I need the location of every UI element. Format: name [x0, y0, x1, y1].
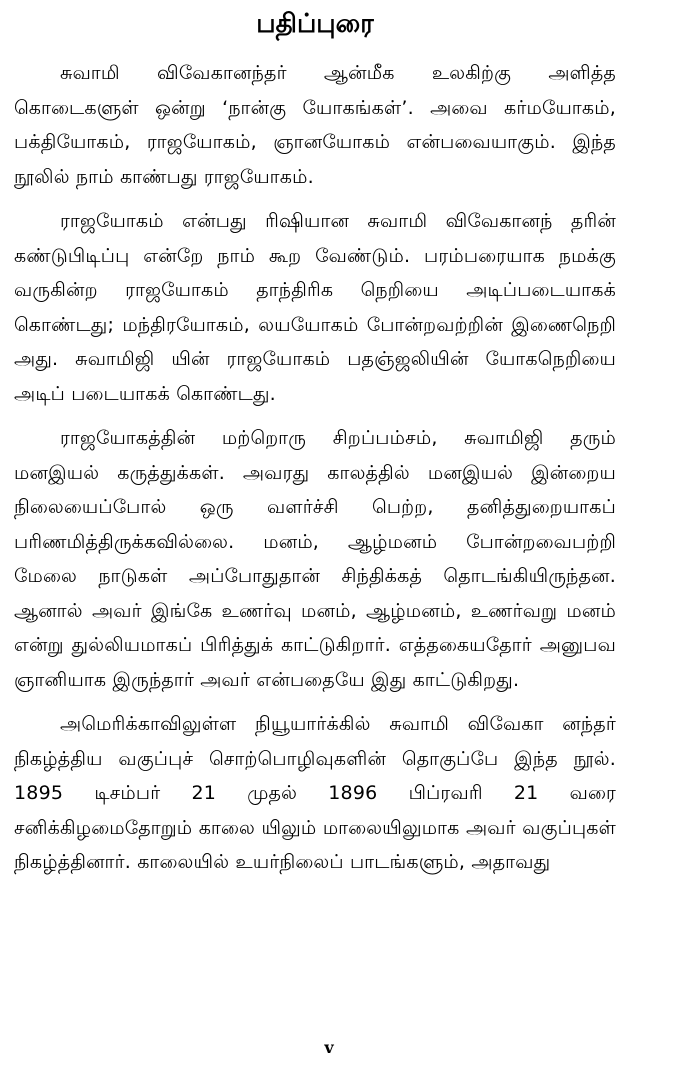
- paragraph-2: ராஜயோகம் என்பது ரிஷியான சுவாமி விவேகானந் தரின் கண்டுபிடிப்பு என்றே நாம் கூற வேண்டும். பரம்பரையாக நமக்கு வருகின்ற ராஜயோகம் தாந்திரிக நெறியை அடிப்படையாகக் கொண்டது; மந்திரயோகம், லயயோகம் போன்றவற்றின் இணைநெறி அது. சுவாமிஜி யின் ராஜயோகம் பதஞ்ஜலியின் யோகநெறியை அடிப் படையாகக் கொண்டது.: [14, 210, 616, 405]
- paragraph-3: ராஜயோகத்தின் மற்றொரு சிறப்பம்சம், சுவாமிஜி தரும் மனஇயல் கருத்துக்கள். அவரது காலத்தில் மனஇயல் இன்றைய நிலையைப்போல் ஒரு வளர்ச்சி பெற்ற, தனித்துறையாகப் பரிணமித்திருக்கவில்லை. மனம், ஆழ்மனம் போன்றவைபற்றி மேலை நாடுகள் அப்போதுதான் சிந்திக்கத் தொடங்கியிருந்தன. ஆனால் அவர் இங்கே உணர்வு மனம், ஆழ்மனம், உணர்வறு மனம் என்று துல்லியமாகப் பிரித்துக் காட்டுகிறார். எத்தகையதோர் அனுபவ ஞானியாக இருந்தார் அவர் என்பதையே இது காட்டுகிறது.: [14, 427, 616, 691]
- paragraph-1: சுவாமி விவேகானந்தர் ஆன்மீக உலகிற்கு அளித்த கொடைகளுள் ஒன்று ‘நான்கு யோகங்கள்’. அவை கர்மயோகம், பக்தியோகம், ராஜயோகம், ஞானயோகம் என்பவையாகும். இந்த நூலில் நாம் காண்பது ராஜயோகம்.: [14, 62, 616, 188]
- book-page: [14, 0, 616, 1067]
- page-number: v: [324, 1038, 334, 1057]
- body-text: [14, 56, 616, 890]
- paragraph-4: அமெரிக்காவிலுள்ள நியூயார்க்கில் சுவாமி விவேகா னந்தர் நிகழ்த்திய வகுப்புச் சொற்பொழிவுகளின் தொகுப்பே இந்த நூல். 1895 டிசம்பர் 21 முதல் 1896 பிப்ரவரி 21 வரை சனிக்கிழமைதோறும் காலை யிலும் மாலையிலுமாக அவர் வகுப்புகள் நிகழ்த்தினார். காலையில் உயர்நிலைப் பாடங்களும், அதாவது: [14, 713, 616, 873]
- page-title: பதிப்புரை: [256, 9, 374, 39]
